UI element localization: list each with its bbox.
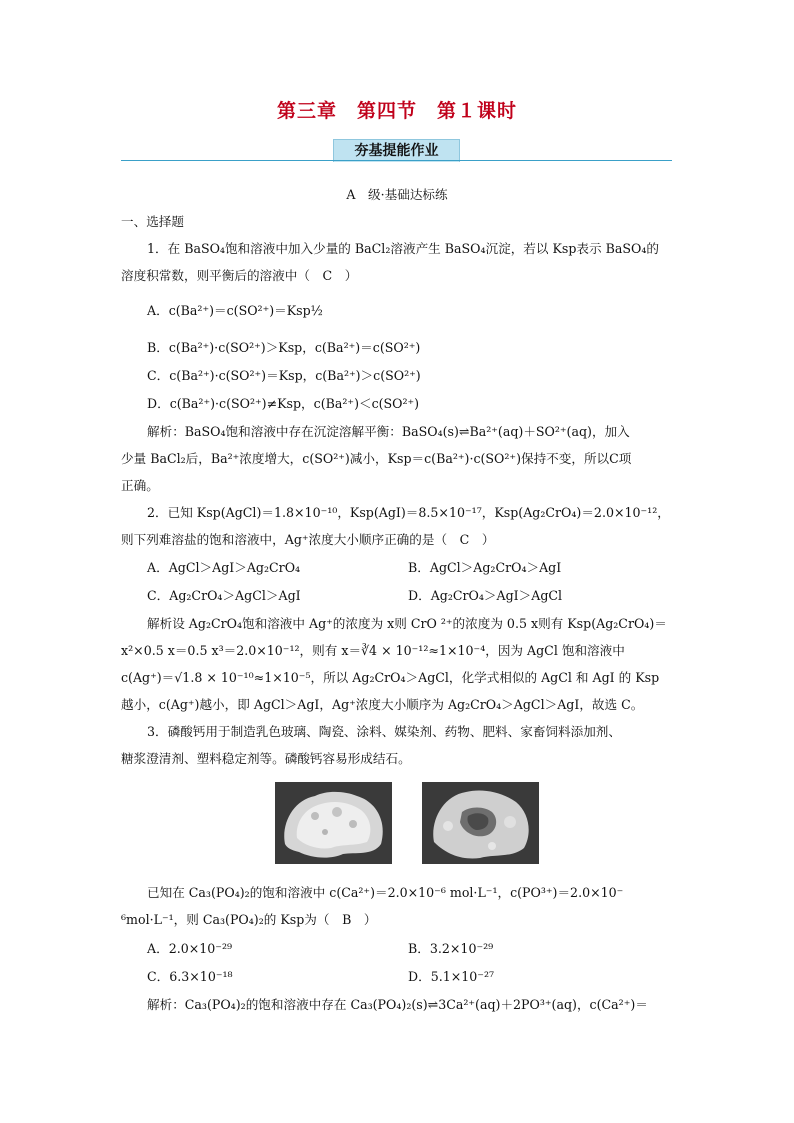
q1-option-b: B．c(Ba²⁺)·c(SO²⁺)＞Ksp，c(Ba²⁺)＝c(SO²⁺) [147,340,421,355]
q1-option-a: A．c(Ba²⁺)＝c(SO²⁺)＝Ksp½ [147,303,323,318]
q2-option-b: B．AgCl＞Ag₂CrO₄＞AgI [408,560,562,575]
level-heading: A 级·基础达标练 [346,187,448,202]
q3-option-b: B．3.2×10⁻²⁹ [408,941,494,956]
page-title: 第三章 第四节 第１课时 [276,100,517,122]
q1-analysis-line-3: 正确。 [121,478,159,493]
q1-option-d: D．c(Ba²⁺)·c(SO²⁺)≠Ksp，c(Ba²⁺)＜c(SO²⁺) [147,396,420,411]
q1-stem-line-1: 1．在 BaSO₄饱和溶液中加入少量的 BaCl₂溶液产生 BaSO₄沉淀，若以 Ksp表示 BaSO₄的 [147,241,659,256]
q2-option-a: A．AgCl＞AgI＞Ag₂CrO₄ [147,560,301,575]
q1-analysis-line-2: 少量 BaCl₂后，Ba²⁺浓度增大，c(SO²⁺)减小，Ksp＝c(Ba²⁺)·c(SO²⁺)保持不变，所以C项 [121,451,632,466]
q1-analysis-line-1: 解析：BaSO₄饱和溶液中存在沉淀溶解平衡：BaSO₄(s)⇌Ba²⁺(aq)＋SO²⁺(aq)，加入 [147,424,630,439]
q1-stem-line-2: 溶度积常数，则平衡后的溶液中（ C ） [121,268,358,283]
q3-option-a: A．2.0×10⁻²⁹ [147,941,233,956]
q2-stem-line-1: 2．已知 Ksp(AgCl)＝1.8×10⁻¹⁰，Ksp(AgI)＝8.5×10⁻¹⁷，Ksp(Ag₂CrO₄)＝2.0×10⁻¹²， [147,505,670,520]
q2-analysis-line-1: 解析设 Ag₂CrO₄饱和溶液中 Ag⁺的浓度为 x则 CrO ²⁺的浓度为 0.5 x则有 Ksp(Ag₂CrO₄)＝ [147,616,667,631]
q2-option-d: D．Ag₂CrO₄＞AgI＞AgCl [408,588,563,603]
part-heading: 一、选择题 [121,214,184,229]
q2-analysis-line-3: c(Ag⁺)＝√1.8 × 10⁻¹⁰≈1×10⁻⁵，所以 Ag₂CrO₄＞AgCl，化学式相似的 AgCl 和 AgI 的 Ksp [121,670,660,685]
q2-option-c: C．Ag₂CrO₄＞AgCl＞AgI [147,588,301,603]
q2-analysis-line-4: 越小，c(Ag⁺)越小，即 AgCl＞AgI，Ag⁺浓度大小顺序为 Ag₂CrO₄＞AgCl＞AgI，故选 C。 [121,697,644,712]
calcium-phosphate-stone-photo-1 [275,782,392,864]
q3-stem-line-1: 已知在 Ca₃(PO₄)₂的饱和溶液中 c(Ca²⁺)＝2.0×10⁻⁶ mol·L⁻¹，c(PO³⁺)＝2.0×10⁻ [147,885,624,900]
q3-stem-line-2: ⁶mol·L⁻¹，则 Ca₃(PO₄)₂的 Ksp为（ B ） [121,912,377,927]
q3-option-d: D．5.1×10⁻²⁷ [408,969,495,984]
q2-stem-line-2: 则下列难溶盐的饱和溶液中，Ag⁺浓度大小顺序正确的是（ C ） [121,532,495,547]
q3-intro-line-1: 3．磷酸钙用于制造乳色玻璃、陶瓷、涂料、媒染剂、药物、肥料、家畜饲料添加剂、 [147,724,621,739]
q2-analysis-line-2: x²×0.5 x＝0.5 x³＝2.0×10⁻¹²，则有 x＝∛4 × 10⁻¹²≈1×10⁻⁴，因为 AgCl 饱和溶液中 [121,643,625,658]
q3-analysis-line-1: 解析：Ca₃(PO₄)₂的饱和溶液中存在 Ca₃(PO₄)₂(s)⇌3Ca²⁺(aq)＋2PO³⁺(aq)，c(Ca²⁺)＝ [147,997,648,1012]
header-rule [121,160,672,161]
q3-option-c: C．6.3×10⁻¹⁸ [147,969,233,984]
section-banner: 夯基提能作业 [333,139,460,162]
q3-intro-line-2: 糖浆澄清剂、塑料稳定剂等。磷酸钙容易形成结石。 [121,751,411,766]
q1-option-c: C．c(Ba²⁺)·c(SO²⁺)＝Ksp，c(Ba²⁺)＞c(SO²⁺) [147,368,421,383]
calcium-phosphate-stone-photo-2 [422,782,539,864]
